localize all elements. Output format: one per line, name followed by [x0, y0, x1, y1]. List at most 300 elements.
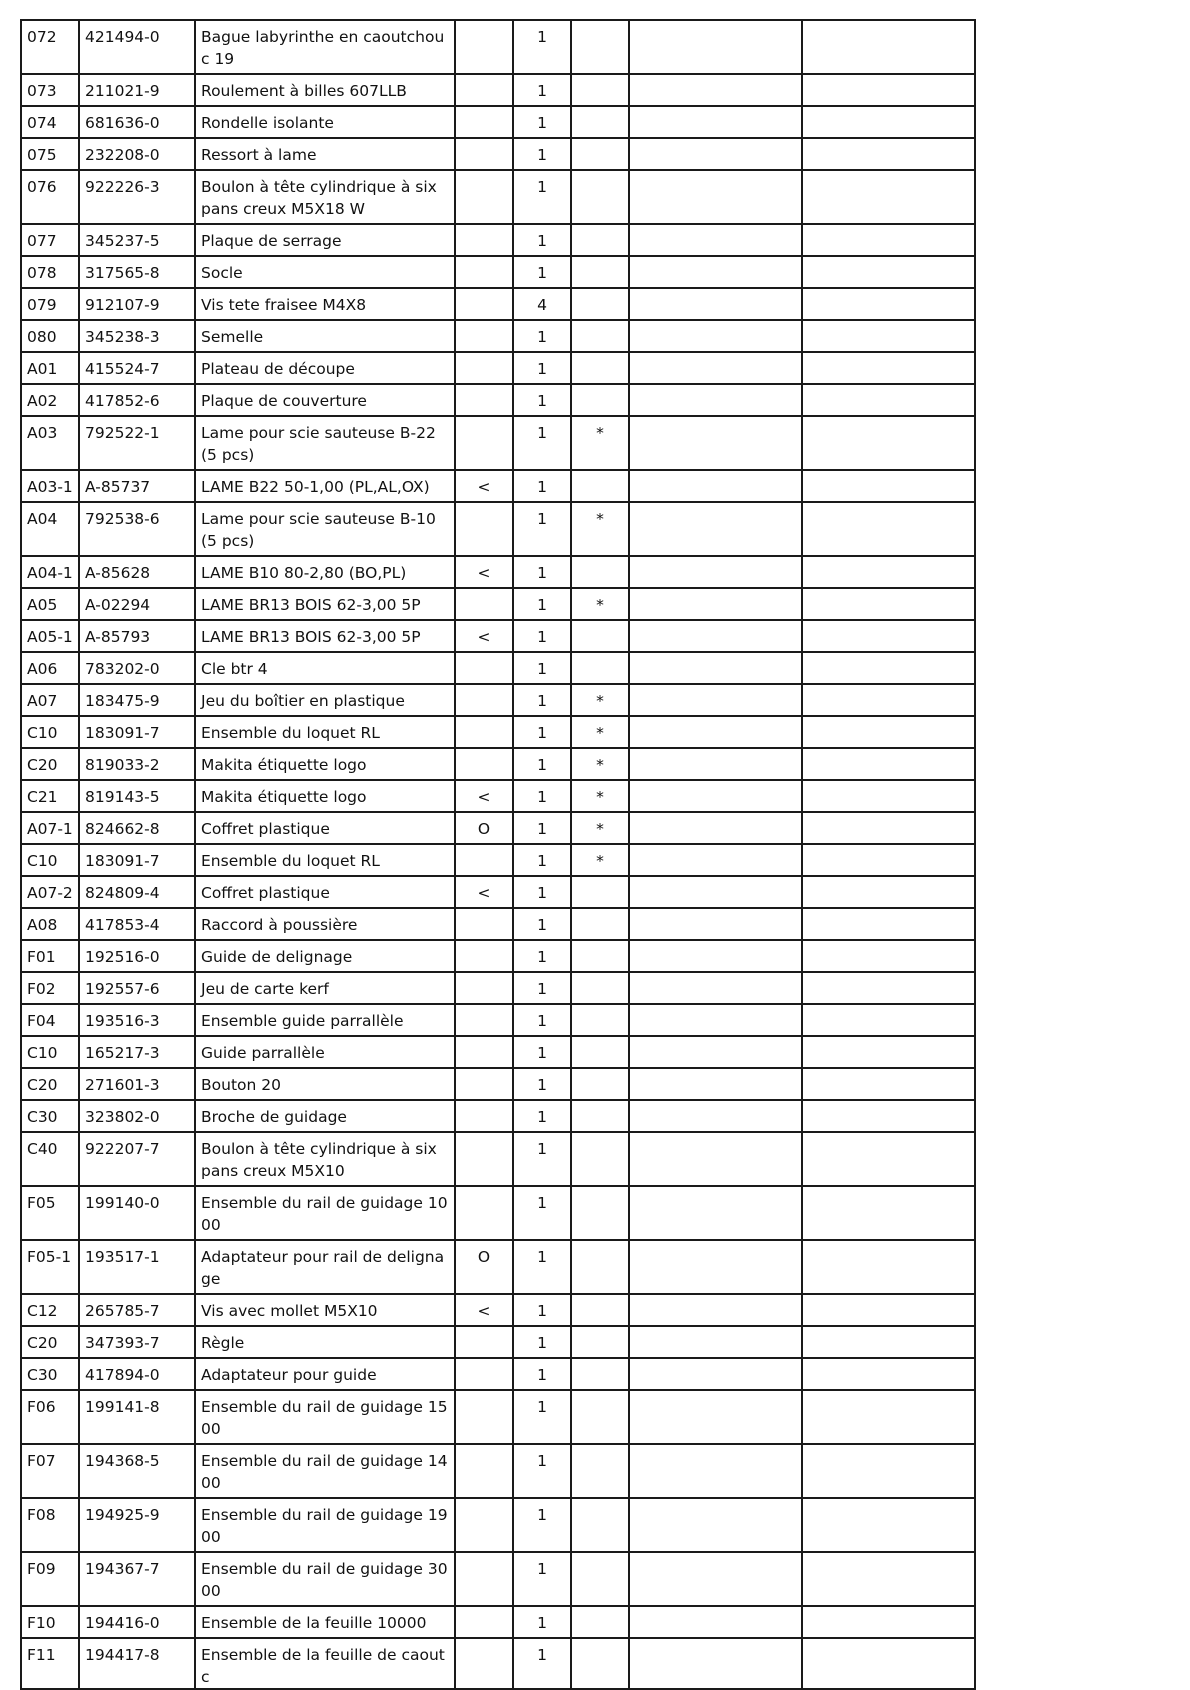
item-number-cell: F09: [21, 1552, 79, 1606]
empty-cell: [802, 502, 975, 556]
table-row: [21, 1498, 975, 1552]
description-cell: Ensemble du loquet RL: [195, 844, 455, 876]
item-number-cell: A07: [21, 684, 79, 716]
description-cell: Lame pour scie sauteuse B-22 (5 pcs): [195, 416, 455, 470]
empty-cell: [802, 972, 975, 1004]
part-number-cell: 824662-8: [79, 812, 195, 844]
empty-cell: [629, 588, 802, 620]
table-row: [21, 288, 975, 320]
part-number-cell: 415524-7: [79, 352, 195, 384]
quantity-cell: 1: [513, 1004, 571, 1036]
change-mark-cell: [455, 748, 513, 780]
note-mark-cell: [571, 288, 629, 320]
note-mark-cell: *: [571, 780, 629, 812]
part-number-cell: 345237-5: [79, 224, 195, 256]
note-mark-cell: [571, 972, 629, 1004]
change-mark-cell: <: [455, 1294, 513, 1326]
note-mark-cell: *: [571, 416, 629, 470]
note-mark-cell: [571, 1004, 629, 1036]
empty-cell: [629, 1390, 802, 1444]
description-cell: Ensemble de la feuille 10000: [195, 1606, 455, 1638]
parts-table-body: [21, 20, 975, 1689]
item-number-cell: A04-1: [21, 556, 79, 588]
description-cell: Ensemble du rail de guidage 1900: [195, 1498, 455, 1552]
table-row: [21, 416, 975, 470]
table-row: [21, 1294, 975, 1326]
description-cell: Boulon à tête cylindrique à six pans creux M5X18 W: [195, 170, 455, 224]
change-mark-cell: [455, 1100, 513, 1132]
empty-cell: [802, 812, 975, 844]
parts-table: [20, 19, 976, 1690]
change-mark-cell: [455, 1326, 513, 1358]
empty-cell: [629, 256, 802, 288]
item-number-cell: A08: [21, 908, 79, 940]
empty-cell: [629, 1240, 802, 1294]
empty-cell: [802, 1036, 975, 1068]
change-mark-cell: [455, 352, 513, 384]
description-cell: Ensemble du rail de guidage 1000: [195, 1186, 455, 1240]
item-number-cell: F05-1: [21, 1240, 79, 1294]
part-number-cell: 922207-7: [79, 1132, 195, 1186]
description-cell: Raccord à poussière: [195, 908, 455, 940]
quantity-cell: 1: [513, 170, 571, 224]
item-number-cell: C10: [21, 844, 79, 876]
empty-cell: [802, 588, 975, 620]
change-mark-cell: [455, 416, 513, 470]
part-number-cell: 271601-3: [79, 1068, 195, 1100]
table-row: [21, 748, 975, 780]
description-cell: Guide de delignage: [195, 940, 455, 972]
part-number-cell: 819033-2: [79, 748, 195, 780]
quantity-cell: 1: [513, 1444, 571, 1498]
change-mark-cell: [455, 908, 513, 940]
change-mark-cell: [455, 1552, 513, 1606]
item-number-cell: F05: [21, 1186, 79, 1240]
note-mark-cell: [571, 74, 629, 106]
item-number-cell: A07-1: [21, 812, 79, 844]
description-cell: Ensemble du rail de guidage 1400: [195, 1444, 455, 1498]
empty-cell: [802, 844, 975, 876]
change-mark-cell: [455, 502, 513, 556]
quantity-cell: 1: [513, 1552, 571, 1606]
empty-cell: [802, 1552, 975, 1606]
description-cell: Plateau de découpe: [195, 352, 455, 384]
item-number-cell: A07-2: [21, 876, 79, 908]
quantity-cell: 1: [513, 876, 571, 908]
table-row: [21, 1186, 975, 1240]
description-cell: Jeu de carte kerf: [195, 972, 455, 1004]
empty-cell: [802, 1358, 975, 1390]
change-mark-cell: [455, 1186, 513, 1240]
description-cell: Makita étiquette logo: [195, 780, 455, 812]
quantity-cell: 1: [513, 320, 571, 352]
note-mark-cell: *: [571, 502, 629, 556]
item-number-cell: F07: [21, 1444, 79, 1498]
part-number-cell: 819143-5: [79, 780, 195, 812]
change-mark-cell: [455, 1498, 513, 1552]
change-mark-cell: [455, 588, 513, 620]
quantity-cell: 1: [513, 224, 571, 256]
empty-cell: [802, 1186, 975, 1240]
table-row: [21, 1552, 975, 1606]
empty-cell: [629, 1100, 802, 1132]
change-mark-cell: [455, 652, 513, 684]
empty-cell: [802, 1444, 975, 1498]
empty-cell: [629, 1132, 802, 1186]
empty-cell: [629, 502, 802, 556]
part-number-cell: 183091-7: [79, 716, 195, 748]
part-number-cell: 199141-8: [79, 1390, 195, 1444]
part-number-cell: 193517-1: [79, 1240, 195, 1294]
item-number-cell: 076: [21, 170, 79, 224]
description-cell: Ressort à lame: [195, 138, 455, 170]
description-cell: Vis avec mollet M5X10: [195, 1294, 455, 1326]
empty-cell: [802, 908, 975, 940]
empty-cell: [629, 972, 802, 1004]
change-mark-cell: [455, 684, 513, 716]
part-number-cell: 317565-8: [79, 256, 195, 288]
note-mark-cell: [571, 1294, 629, 1326]
item-number-cell: F04: [21, 1004, 79, 1036]
item-number-cell: A06: [21, 652, 79, 684]
part-number-cell: 199140-0: [79, 1186, 195, 1240]
note-mark-cell: *: [571, 812, 629, 844]
quantity-cell: 1: [513, 1100, 571, 1132]
table-row: [21, 684, 975, 716]
part-number-cell: 792538-6: [79, 502, 195, 556]
part-number-cell: A-85793: [79, 620, 195, 652]
quantity-cell: 1: [513, 256, 571, 288]
part-number-cell: 194367-7: [79, 1552, 195, 1606]
change-mark-cell: [455, 320, 513, 352]
part-number-cell: 165217-3: [79, 1036, 195, 1068]
empty-cell: [629, 320, 802, 352]
empty-cell: [802, 748, 975, 780]
item-number-cell: C20: [21, 1068, 79, 1100]
item-number-cell: A04: [21, 502, 79, 556]
note-mark-cell: *: [571, 684, 629, 716]
empty-cell: [802, 352, 975, 384]
quantity-cell: 1: [513, 652, 571, 684]
quantity-cell: 1: [513, 106, 571, 138]
item-number-cell: C10: [21, 1036, 79, 1068]
change-mark-cell: O: [455, 812, 513, 844]
change-mark-cell: [455, 256, 513, 288]
note-mark-cell: [571, 1326, 629, 1358]
quantity-cell: 1: [513, 138, 571, 170]
change-mark-cell: [455, 844, 513, 876]
table-row: [21, 1606, 975, 1638]
description-cell: Adaptateur pour guide: [195, 1358, 455, 1390]
empty-cell: [629, 224, 802, 256]
empty-cell: [629, 620, 802, 652]
empty-cell: [629, 940, 802, 972]
note-mark-cell: *: [571, 716, 629, 748]
part-number-cell: A-02294: [79, 588, 195, 620]
empty-cell: [802, 780, 975, 812]
description-cell: Plaque de serrage: [195, 224, 455, 256]
part-number-cell: A-85737: [79, 470, 195, 502]
quantity-cell: 1: [513, 416, 571, 470]
change-mark-cell: <: [455, 780, 513, 812]
quantity-cell: 1: [513, 1638, 571, 1689]
change-mark-cell: O: [455, 1240, 513, 1294]
note-mark-cell: [571, 556, 629, 588]
description-cell: Socle: [195, 256, 455, 288]
note-mark-cell: [571, 876, 629, 908]
description-cell: Lame pour scie sauteuse B-10 (5 pcs): [195, 502, 455, 556]
empty-cell: [802, 224, 975, 256]
empty-cell: [629, 748, 802, 780]
change-mark-cell: <: [455, 470, 513, 502]
item-number-cell: F06: [21, 1390, 79, 1444]
empty-cell: [802, 1100, 975, 1132]
empty-cell: [802, 1132, 975, 1186]
empty-cell: [629, 20, 802, 74]
change-mark-cell: [455, 1036, 513, 1068]
description-cell: Cle btr 4: [195, 652, 455, 684]
quantity-cell: 1: [513, 908, 571, 940]
empty-cell: [629, 288, 802, 320]
empty-cell: [802, 74, 975, 106]
empty-cell: [802, 1004, 975, 1036]
empty-cell: [802, 1638, 975, 1689]
item-number-cell: A05-1: [21, 620, 79, 652]
item-number-cell: C10: [21, 716, 79, 748]
note-mark-cell: [571, 1186, 629, 1240]
change-mark-cell: [455, 384, 513, 416]
empty-cell: [629, 1606, 802, 1638]
note-mark-cell: [571, 106, 629, 138]
table-row: [21, 780, 975, 812]
table-row: [21, 556, 975, 588]
empty-cell: [629, 844, 802, 876]
change-mark-cell: [455, 170, 513, 224]
table-row: [21, 940, 975, 972]
change-mark-cell: [455, 1606, 513, 1638]
empty-cell: [629, 470, 802, 502]
table-row: [21, 588, 975, 620]
part-number-cell: 192516-0: [79, 940, 195, 972]
part-number-cell: 421494-0: [79, 20, 195, 74]
description-cell: Guide parrallèle: [195, 1036, 455, 1068]
table-row: [21, 170, 975, 224]
note-mark-cell: [571, 1444, 629, 1498]
empty-cell: [629, 780, 802, 812]
change-mark-cell: [455, 74, 513, 106]
empty-cell: [629, 1552, 802, 1606]
table-row: [21, 224, 975, 256]
item-number-cell: A02: [21, 384, 79, 416]
description-cell: LAME BR13 BOIS 62-3,00 5P: [195, 588, 455, 620]
note-mark-cell: [571, 170, 629, 224]
change-mark-cell: [455, 1004, 513, 1036]
item-number-cell: F02: [21, 972, 79, 1004]
item-number-cell: 073: [21, 74, 79, 106]
empty-cell: [802, 1606, 975, 1638]
empty-cell: [629, 170, 802, 224]
empty-cell: [629, 1186, 802, 1240]
empty-cell: [629, 1638, 802, 1689]
description-cell: Ensemble guide parrallèle: [195, 1004, 455, 1036]
description-cell: Boulon à tête cylindrique à six pans creux M5X10: [195, 1132, 455, 1186]
table-row: [21, 620, 975, 652]
table-row: [21, 1036, 975, 1068]
part-number-cell: 681636-0: [79, 106, 195, 138]
description-cell: Vis tete fraisee M4X8: [195, 288, 455, 320]
item-number-cell: C20: [21, 748, 79, 780]
quantity-cell: 1: [513, 1186, 571, 1240]
quantity-cell: 1: [513, 1326, 571, 1358]
table-row: [21, 470, 975, 502]
note-mark-cell: [571, 384, 629, 416]
description-cell: Coffret plastique: [195, 876, 455, 908]
empty-cell: [629, 652, 802, 684]
change-mark-cell: [455, 1638, 513, 1689]
change-mark-cell: [455, 1444, 513, 1498]
note-mark-cell: [571, 940, 629, 972]
empty-cell: [629, 106, 802, 138]
empty-cell: [629, 352, 802, 384]
description-cell: Adaptateur pour rail de delignage: [195, 1240, 455, 1294]
item-number-cell: C30: [21, 1100, 79, 1132]
empty-cell: [629, 1068, 802, 1100]
empty-cell: [802, 138, 975, 170]
part-number-cell: 265785-7: [79, 1294, 195, 1326]
description-cell: Coffret plastique: [195, 812, 455, 844]
part-number-cell: 347393-7: [79, 1326, 195, 1358]
change-mark-cell: [455, 20, 513, 74]
note-mark-cell: [571, 908, 629, 940]
quantity-cell: 1: [513, 1068, 571, 1100]
note-mark-cell: [571, 1100, 629, 1132]
quantity-cell: 1: [513, 844, 571, 876]
empty-cell: [629, 1358, 802, 1390]
table-row: [21, 972, 975, 1004]
table-row: [21, 876, 975, 908]
table-row: [21, 1638, 975, 1689]
empty-cell: [629, 384, 802, 416]
description-cell: Roulement à billes 607LLB: [195, 74, 455, 106]
table-row: [21, 1068, 975, 1100]
item-number-cell: A05: [21, 588, 79, 620]
empty-cell: [802, 1498, 975, 1552]
part-number-cell: 417853-4: [79, 908, 195, 940]
table-row: [21, 384, 975, 416]
empty-cell: [629, 1444, 802, 1498]
quantity-cell: 1: [513, 20, 571, 74]
note-mark-cell: [571, 1638, 629, 1689]
item-number-cell: C40: [21, 1132, 79, 1186]
item-number-cell: A01: [21, 352, 79, 384]
note-mark-cell: [571, 1358, 629, 1390]
table-row: [21, 502, 975, 556]
note-mark-cell: [571, 320, 629, 352]
part-number-cell: 824809-4: [79, 876, 195, 908]
empty-cell: [802, 716, 975, 748]
table-row: [21, 320, 975, 352]
empty-cell: [629, 684, 802, 716]
note-mark-cell: *: [571, 588, 629, 620]
item-number-cell: 072: [21, 20, 79, 74]
table-row: [21, 652, 975, 684]
quantity-cell: 1: [513, 716, 571, 748]
quantity-cell: 1: [513, 940, 571, 972]
quantity-cell: 1: [513, 1132, 571, 1186]
quantity-cell: 1: [513, 748, 571, 780]
quantity-cell: 1: [513, 684, 571, 716]
description-cell: Règle: [195, 1326, 455, 1358]
item-number-cell: F11: [21, 1638, 79, 1689]
quantity-cell: 1: [513, 384, 571, 416]
note-mark-cell: [571, 620, 629, 652]
description-cell: Bouton 20: [195, 1068, 455, 1100]
change-mark-cell: [455, 1358, 513, 1390]
empty-cell: [802, 288, 975, 320]
part-number-cell: 232208-0: [79, 138, 195, 170]
empty-cell: [629, 1004, 802, 1036]
description-cell: Plaque de couverture: [195, 384, 455, 416]
note-mark-cell: [571, 652, 629, 684]
quantity-cell: 1: [513, 972, 571, 1004]
quantity-cell: 1: [513, 812, 571, 844]
table-row: [21, 1326, 975, 1358]
quantity-cell: 1: [513, 556, 571, 588]
empty-cell: [802, 1390, 975, 1444]
note-mark-cell: [571, 20, 629, 74]
quantity-cell: 1: [513, 1294, 571, 1326]
note-mark-cell: [571, 1552, 629, 1606]
note-mark-cell: [571, 1390, 629, 1444]
change-mark-cell: <: [455, 620, 513, 652]
note-mark-cell: [571, 1132, 629, 1186]
part-number-cell: 194925-9: [79, 1498, 195, 1552]
part-number-cell: 211021-9: [79, 74, 195, 106]
empty-cell: [629, 138, 802, 170]
item-number-cell: 079: [21, 288, 79, 320]
quantity-cell: 1: [513, 352, 571, 384]
item-number-cell: F01: [21, 940, 79, 972]
description-cell: LAME BR13 BOIS 62-3,00 5P: [195, 620, 455, 652]
empty-cell: [629, 876, 802, 908]
note-mark-cell: [571, 1068, 629, 1100]
change-mark-cell: [455, 972, 513, 1004]
change-mark-cell: <: [455, 556, 513, 588]
table-row: [21, 138, 975, 170]
empty-cell: [802, 20, 975, 74]
empty-cell: [629, 1326, 802, 1358]
quantity-cell: 1: [513, 470, 571, 502]
change-mark-cell: [455, 1132, 513, 1186]
empty-cell: [629, 716, 802, 748]
table-row: [21, 1004, 975, 1036]
item-number-cell: 075: [21, 138, 79, 170]
empty-cell: [802, 876, 975, 908]
note-mark-cell: *: [571, 844, 629, 876]
empty-cell: [802, 256, 975, 288]
note-mark-cell: [571, 1240, 629, 1294]
empty-cell: [802, 170, 975, 224]
quantity-cell: 1: [513, 1498, 571, 1552]
part-number-cell: 417894-0: [79, 1358, 195, 1390]
item-number-cell: 080: [21, 320, 79, 352]
part-number-cell: 183091-7: [79, 844, 195, 876]
part-number-cell: 183475-9: [79, 684, 195, 716]
description-cell: Bague labyrinthe en caoutchouc 19: [195, 20, 455, 74]
table-row: [21, 1100, 975, 1132]
empty-cell: [802, 1068, 975, 1100]
empty-cell: [802, 1240, 975, 1294]
